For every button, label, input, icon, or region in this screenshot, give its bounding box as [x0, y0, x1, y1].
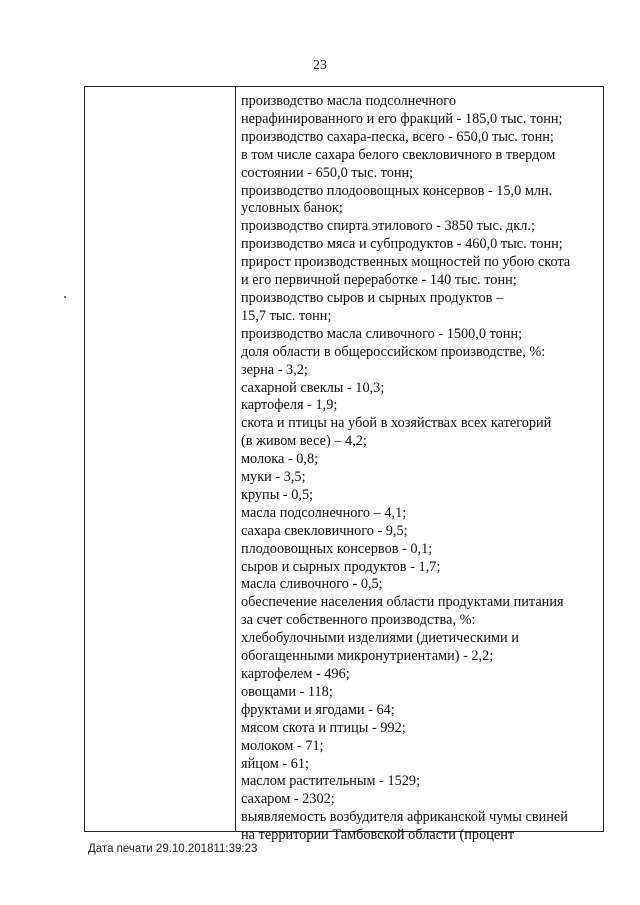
text-line: условных банок; — [241, 200, 343, 217]
scan-mark — [64, 296, 66, 298]
text-line: прирост производственных мощностей по убою скота — [241, 254, 571, 271]
text-line: выявляемость возбудителя африканской чумы свиней — [241, 809, 568, 826]
table-left-column — [85, 87, 236, 831]
table-right-column — [241, 93, 601, 845]
text-line: маслом растительным - 1529; — [241, 773, 421, 790]
text-line: скота и птицы на убой в хозяйствах всех категорий — [241, 415, 552, 432]
text-line: на территории Тамбовской области (процент — [241, 827, 515, 844]
document-table — [84, 86, 604, 844]
text-line: овощами - 118; — [241, 683, 333, 700]
text-line: картофеля - 1,9; — [241, 397, 338, 414]
text-line: производство мяса и субпродуктов - 460,0 тыс. тонн; — [241, 236, 563, 253]
text-line: муки - 3,5; — [241, 469, 306, 486]
text-line: масла сливочного - 0,5; — [241, 576, 383, 593]
text-line: яйцом - 61; — [241, 755, 309, 772]
text-line: крупы - 0,5; — [241, 486, 314, 503]
text-line: молока - 0,8; — [241, 451, 319, 468]
text-line: сахаром - 2302; — [241, 791, 335, 808]
text-line: мясом скота и птицы - 992; — [241, 719, 406, 736]
print-date: Дата печати 29.10.201811:39:23 — [88, 843, 258, 855]
text-line: доля области в общероссийском производстве, %: — [241, 343, 546, 360]
text-line: плодоовощных консервов - 0,1; — [241, 540, 433, 557]
page-number: 23 — [313, 58, 327, 73]
text-line: производство масла сливочного - 1500,0 тонн; — [241, 325, 523, 342]
text-line: нерафинированного и его фракций - 185,0 тыс. тонн; — [241, 110, 563, 127]
text-line: фруктами и ягодами - 64; — [241, 701, 395, 718]
text-line: масла подсолнечного – 4,1; — [241, 504, 407, 521]
text-line: зерна - 3,2; — [241, 361, 308, 378]
text-line: сахарной свеклы - 10,3; — [241, 379, 385, 396]
text-line: (в живом весе) – 4,2; — [241, 433, 367, 450]
text-line: в том числе сахара белого свекловичного в твердом — [241, 146, 556, 163]
text-line: производство сыров и сырных продуктов – — [241, 289, 504, 306]
text-line: хлебобулочными изделиями (диетическими и — [241, 630, 519, 647]
text-line: 15,7 тыс. тонн; — [241, 307, 332, 324]
text-line: за счет собственного производства, %: — [241, 612, 476, 629]
text-line: и его первичной переработке - 140 тыс. тонн; — [241, 272, 517, 289]
text-line: производство плодоовощных консервов - 15,0 млн. — [241, 182, 553, 199]
text-line: производство масла подсолнечного — [241, 93, 456, 109]
text-line: состоянии - 650,0 тыс. тонн; — [241, 164, 414, 181]
text-line: производство сахара-песка, всего - 650,0 тыс. тонн; — [241, 128, 554, 145]
text-line: обеспечение населения области продуктами питания — [241, 594, 564, 611]
text-line: сахара свекловичного - 9,5; — [241, 522, 408, 539]
text-line: сыров и сырных продуктов - 1,7; — [241, 558, 441, 575]
text-line: обогащенными микронутриентами) - 2,2; — [241, 648, 494, 665]
text-line: производство спирта этилового - 3850 тыс. дкл.; — [241, 218, 535, 235]
text-line: молоком - 71; — [241, 737, 324, 754]
text-line: картофелем - 496; — [241, 666, 350, 682]
